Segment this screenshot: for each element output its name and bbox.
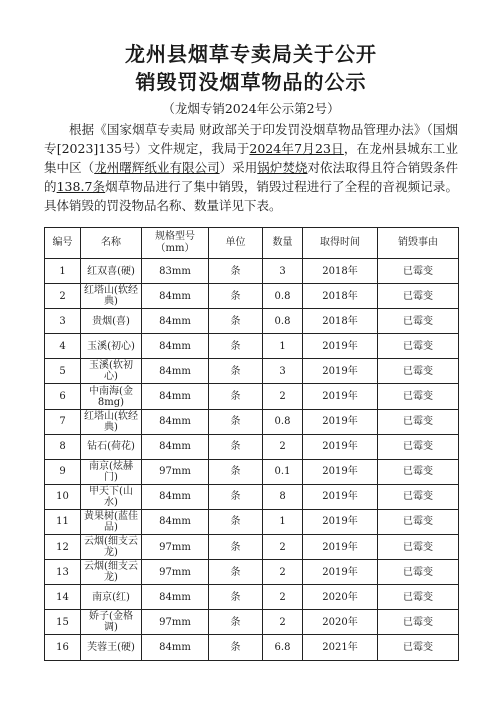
cell-spec: 84mm — [142, 585, 209, 610]
header-unit: 单位 — [209, 228, 263, 259]
cell-number: 7 — [45, 409, 81, 434]
cell-spec: 84mm — [142, 309, 209, 334]
cell-unit: 条 — [209, 359, 263, 384]
cell-quantity: 2 — [263, 384, 303, 409]
cell-name: 黄果树(蓝佳品) — [81, 509, 142, 534]
cell-reason: 已霉变 — [378, 259, 459, 284]
cell-spec: 97mm — [142, 610, 209, 635]
cell-number: 1 — [45, 259, 81, 284]
cell-spec: 97mm — [142, 560, 209, 585]
cell-name: 红塔山(软经典) — [81, 284, 142, 309]
cell-unit: 条 — [209, 585, 263, 610]
cell-number: 13 — [45, 560, 81, 585]
cell-spec: 84mm — [142, 509, 209, 534]
cell-name: 贵烟(喜) — [81, 309, 142, 334]
cell-reason: 已霉变 — [378, 384, 459, 409]
cell-reason: 已霉变 — [378, 560, 459, 585]
cell-number: 5 — [45, 359, 81, 384]
table-row — [45, 635, 459, 660]
cell-reason: 已霉变 — [378, 359, 459, 384]
cell-unit: 条 — [209, 560, 263, 585]
cell-spec: 84mm — [142, 434, 209, 459]
cell-quantity: 1 — [263, 509, 303, 534]
table-row — [45, 384, 459, 409]
cell-reason: 已霉变 — [378, 284, 459, 309]
cell-unit: 条 — [209, 284, 263, 309]
cell-spec: 84mm — [142, 484, 209, 509]
confiscated-items-table — [44, 227, 459, 661]
cell-acquired-time: 2019年 — [303, 509, 378, 534]
table-row — [45, 409, 459, 434]
cell-quantity: 0.1 — [263, 459, 303, 484]
cell-reason: 已霉变 — [378, 434, 459, 459]
table-row — [45, 259, 459, 284]
cell-acquired-time: 2019年 — [303, 384, 378, 409]
destruction-date: 2024年7月23日 — [249, 141, 344, 156]
table-row — [45, 284, 459, 309]
cell-spec: 84mm — [142, 334, 209, 359]
cell-quantity: 2 — [263, 560, 303, 585]
para-text-3: ）采用 — [219, 160, 258, 175]
cell-acquired-time: 2019年 — [303, 434, 378, 459]
cell-quantity: 1 — [263, 334, 303, 359]
para-text-1: 根据《国家烟草专卖局 财政部关于印发罚没烟草物品管理办法》（国烟专[2023]135号）文件规定，我局于 — [44, 122, 458, 156]
header-quantity: 数量 — [263, 228, 303, 259]
cell-unit: 条 — [209, 610, 263, 635]
cell-unit: 条 — [209, 484, 263, 509]
cell-quantity: 0.8 — [263, 309, 303, 334]
cell-acquired-time: 2018年 — [303, 309, 378, 334]
body-paragraph — [44, 120, 458, 215]
cell-name: 娇子(金格调) — [81, 610, 142, 635]
cell-acquired-time: 2020年 — [303, 585, 378, 610]
cell-unit: 条 — [209, 459, 263, 484]
title-line-2: 销毁罚没烟草物品的公示 — [135, 70, 367, 94]
cell-unit: 条 — [209, 509, 263, 534]
table-row — [45, 509, 459, 534]
cell-name: 甲天下(山水) — [81, 484, 142, 509]
para-text-4: 对依法取得且符合销毁条件的 — [44, 160, 458, 194]
cell-quantity: 3 — [263, 359, 303, 384]
cell-name: 玉溪(初心) — [81, 334, 142, 359]
cell-unit: 条 — [209, 535, 263, 560]
cell-reason: 已霉变 — [378, 484, 459, 509]
header-number: 编号 — [45, 228, 81, 259]
cell-unit: 条 — [209, 259, 263, 284]
cell-spec: 84mm — [142, 409, 209, 434]
table-row — [45, 309, 459, 334]
cell-acquired-time: 2021年 — [303, 635, 378, 660]
cell-number: 2 — [45, 284, 81, 309]
cell-acquired-time: 2018年 — [303, 259, 378, 284]
table-row — [45, 359, 459, 384]
table-row — [45, 434, 459, 459]
cell-unit: 条 — [209, 635, 263, 660]
table-row — [45, 459, 459, 484]
document-title — [44, 40, 458, 96]
table-row — [45, 484, 459, 509]
document-number: （龙烟专销2024年公示第2号） — [162, 101, 340, 116]
cell-quantity: 2 — [263, 434, 303, 459]
header-name: 名称 — [81, 228, 142, 259]
cell-number: 10 — [45, 484, 81, 509]
cell-reason: 已霉变 — [378, 635, 459, 660]
cell-acquired-time: 2019年 — [303, 535, 378, 560]
cell-acquired-time: 2019年 — [303, 334, 378, 359]
cell-quantity: 8 — [263, 484, 303, 509]
cell-acquired-time: 2019年 — [303, 484, 378, 509]
cell-name: 红双喜(硬) — [81, 259, 142, 284]
cell-name: 南京(红) — [81, 585, 142, 610]
cell-spec: 84mm — [142, 359, 209, 384]
cell-unit: 条 — [209, 434, 263, 459]
cell-quantity: 2 — [263, 610, 303, 635]
title-line-1: 龙州县烟草专卖局关于公开 — [125, 42, 377, 66]
cell-spec: 97mm — [142, 459, 209, 484]
cell-reason: 已霉变 — [378, 535, 459, 560]
destruction-method: 锅炉焚烧 — [257, 160, 308, 175]
cell-acquired-time: 2019年 — [303, 409, 378, 434]
cell-name: 钻石(荷花) — [81, 434, 142, 459]
cell-name: 云烟(细支云龙) — [81, 535, 142, 560]
cell-unit: 条 — [209, 409, 263, 434]
cell-number: 14 — [45, 585, 81, 610]
cell-spec: 83mm — [142, 259, 209, 284]
cell-name: 云烟(细支云龙) — [81, 560, 142, 585]
cell-unit: 条 — [209, 384, 263, 409]
table-row — [45, 535, 459, 560]
cell-number: 15 — [45, 610, 81, 635]
header-acquired-time: 取得时间 — [303, 228, 378, 259]
para-text-2: ，在龙州县城东工业集中区（ — [44, 141, 458, 175]
cell-reason: 已霉变 — [378, 409, 459, 434]
cell-number: 6 — [45, 384, 81, 409]
cell-acquired-time: 2019年 — [303, 359, 378, 384]
cell-quantity: 0.8 — [263, 409, 303, 434]
cell-reason: 已霉变 — [378, 309, 459, 334]
cell-unit: 条 — [209, 309, 263, 334]
table-row — [45, 585, 459, 610]
para-text-5: 烟草物品进行了集中销毁，销毁过程进行了全程的音视频记录。具体销毁的罚没物品名称、数量详见下表。 — [44, 179, 458, 213]
cell-acquired-time: 2019年 — [303, 560, 378, 585]
cell-quantity: 2 — [263, 535, 303, 560]
table-row — [45, 560, 459, 585]
header-reason: 销毁事由 — [378, 228, 459, 259]
table-row — [45, 610, 459, 635]
header-spec: 规格型号（mm） — [142, 228, 209, 259]
cell-number: 3 — [45, 309, 81, 334]
cell-quantity: 0.8 — [263, 284, 303, 309]
cell-name: 玉溪(软初心) — [81, 359, 142, 384]
cell-spec: 84mm — [142, 384, 209, 409]
company-name: 龙州曙辉纸业有限公司 — [94, 160, 220, 175]
cell-acquired-time: 2020年 — [303, 610, 378, 635]
cell-spec: 84mm — [142, 284, 209, 309]
table-header-row — [45, 228, 459, 259]
cell-number: 9 — [45, 459, 81, 484]
cell-quantity: 6.8 — [263, 635, 303, 660]
cell-unit: 条 — [209, 334, 263, 359]
cell-spec: 97mm — [142, 535, 209, 560]
cell-number: 4 — [45, 334, 81, 359]
cell-name: 中南海(金8mg) — [81, 384, 142, 409]
cell-name: 芙蓉王(硬) — [81, 635, 142, 660]
table-row — [45, 334, 459, 359]
cell-number: 11 — [45, 509, 81, 534]
cell-acquired-time: 2018年 — [303, 284, 378, 309]
cell-reason: 已霉变 — [378, 610, 459, 635]
cell-name: 南京(炫赫门) — [81, 459, 142, 484]
cell-quantity: 2 — [263, 585, 303, 610]
cell-acquired-time: 2019年 — [303, 459, 378, 484]
cell-reason: 已霉变 — [378, 509, 459, 534]
cell-number: 16 — [45, 635, 81, 660]
total-quantity: 138.7条 — [56, 179, 106, 194]
cell-name: 红塔山(软经典) — [81, 409, 142, 434]
cell-quantity: 3 — [263, 259, 303, 284]
cell-reason: 已霉变 — [378, 459, 459, 484]
cell-spec: 84mm — [142, 635, 209, 660]
cell-reason: 已霉变 — [378, 585, 459, 610]
cell-number: 8 — [45, 434, 81, 459]
cell-number: 12 — [45, 535, 81, 560]
cell-reason: 已霉变 — [378, 334, 459, 359]
